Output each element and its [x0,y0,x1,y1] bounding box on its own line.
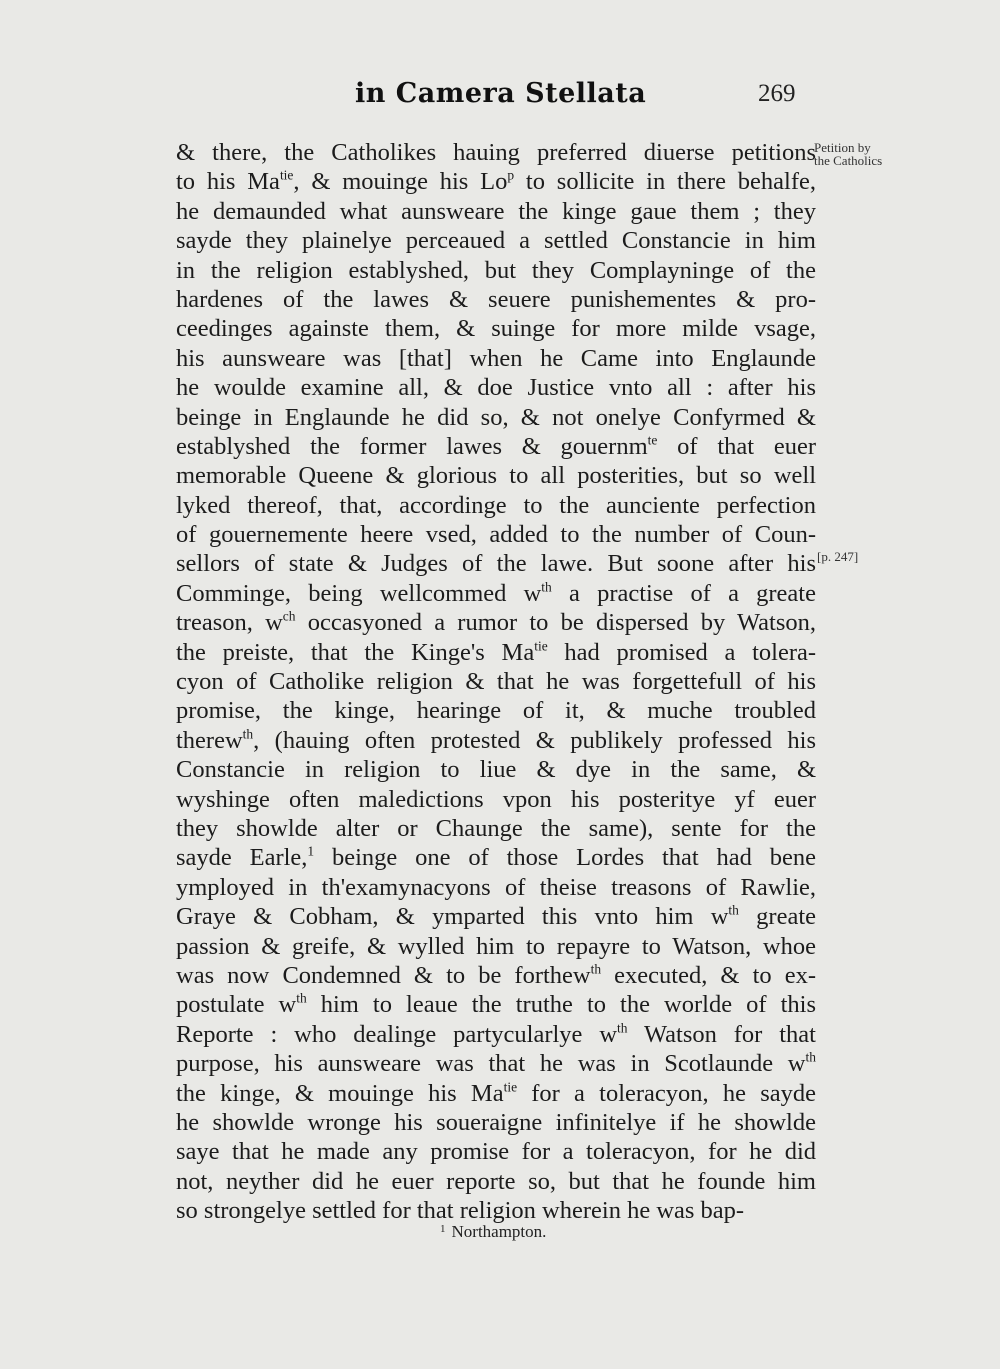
text-line: establyshed the former lawes & gouernm$^{te}$ of that euer [176,432,816,460]
superscript: tie [279,167,294,183]
text-line: was now Condemned & to be forthew$^{th}$ executed, & to ex- [176,961,816,989]
text-line: memorable Queene & glorious to all posterities, but so well [176,462,816,490]
text-line: sayde they plainelye perceaued a settled Constancie in him [176,227,816,255]
footnote-marker: 1 [440,1223,446,1235]
text-line: wyshinge often maledictions vpon his posteritye yf euer [176,785,816,813]
superscript: p [507,167,515,183]
superscript: th [242,726,254,742]
text-line: not, neyther did he euer reporte so, but that he founde him [176,1167,816,1195]
text-line: Constancie in religion to liue & dye in the same, & [176,756,816,784]
text-line: he demaunded what aunsweare the kinge gaue them ; they [176,197,816,225]
text-line: passion & greife, & wylled him to repayre to Watson, whoe [176,932,816,960]
marginal-note-petition [814,141,882,167]
body-text [176,138,816,1225]
superscript: th [617,1020,628,1036]
text-line: sayde Earle,$^1$ beinge one of those Lordes that had bene [176,843,816,872]
superscript: 1 [307,843,315,859]
text-line: purpose, his aunsweare was that he was in Scotlaunde $w^{th}$ [176,1049,816,1078]
text-line: cyon of Catholike religion & that he was forgettefull of his [176,668,816,696]
page-number: 269 [758,80,796,107]
text-line: he showlde wronge his soueraigne infinitelye if he showlde [176,1108,816,1136]
marginal-page-reference: [p. 247] [817,549,859,564]
text-line: he woulde examine all, & doe Justice vnto all : after his [176,374,816,402]
text-line: beinge in Englaunde he did so, & not onelye Confyrmed & [176,403,816,431]
text-line: Reporte : who dealinge partycularlye $w^{th}$ Watson for that [176,1020,816,1048]
marginal-note-line: Petition by [814,140,871,155]
text-line: ymployed in th'examynacyons of theise treasons of Rawlie, [176,873,816,901]
marginal-note-line: the Catholics [814,153,883,168]
superscript: th [296,990,307,1006]
running-head [0,78,1000,118]
text-line: the preiste, that the Kinge's $Ma^{tie}$ had promised a tolera- [176,638,817,666]
running-title: in Camera Stellata [355,78,647,109]
superscript: th [805,1049,816,1065]
superscript: th [728,902,739,918]
text-line: promise, the kinge, hearinge of it, & muche troubled [176,697,816,725]
text-line: to his $Ma^{tie}$, & mouinge his Lo$^p$ to sollicite in there behalfe, [176,167,817,196]
text-line: hardenes of the lawes & seuere punishementes & pro- [176,285,816,313]
text-line: sellors of state & Judges of the lawe. But soone after his [176,550,816,578]
text-line: in the religion establyshed, but they Complayninge of the [176,256,816,284]
superscript: tie [534,638,548,654]
text-line: of gouernemente heere vsed, added to the number of Coun- [176,521,816,549]
text-line: postulate $w^{th}$ him to leaue the truthe to the worlde of this [176,990,816,1019]
superscript: th [590,961,602,977]
text-line: Comminge, being wellcommed $w^{th}$ a practise of a greate [176,579,816,607]
text-line: so strongelye settled for that religion wherein he was bap- [176,1197,745,1225]
text-line: Graye & Cobham, & ymparted this vnto him $w^{th}$ greate [176,902,816,931]
text-line: & there, the Catholikes hauing preferred diuerse petitions [176,139,816,166]
text-line: the kinge, & mouinge his $Ma^{tie}$ for a toleracyon, he sayde [176,1079,816,1107]
footnote-text: Northampton. [451,1222,547,1241]
text-line: ceedinges againste them, & suinge for more milde vsage, [176,315,816,343]
superscript: te [647,432,658,448]
superscript: ch [282,608,296,624]
text-line: they showlde alter or Chaunge the same), sente for the [176,814,816,842]
superscript: tie [503,1079,518,1095]
text-line: saye that he made any promise for a toleracyon, for he did [176,1138,816,1166]
superscript: th [541,579,552,595]
text-line: treason, $w^{ch}$ occasyoned a rumor to be dispersed by Watson, [176,608,816,637]
text-line: therew$^{th}$, (hauing often protested & publikely professed his [176,726,816,754]
text-line: lyked thereof, that, accordinge to the aunciente perfection [176,491,816,519]
footnote [440,1222,546,1242]
text-line: his aunsweare was [that] when he Came into Englaunde [176,344,816,372]
